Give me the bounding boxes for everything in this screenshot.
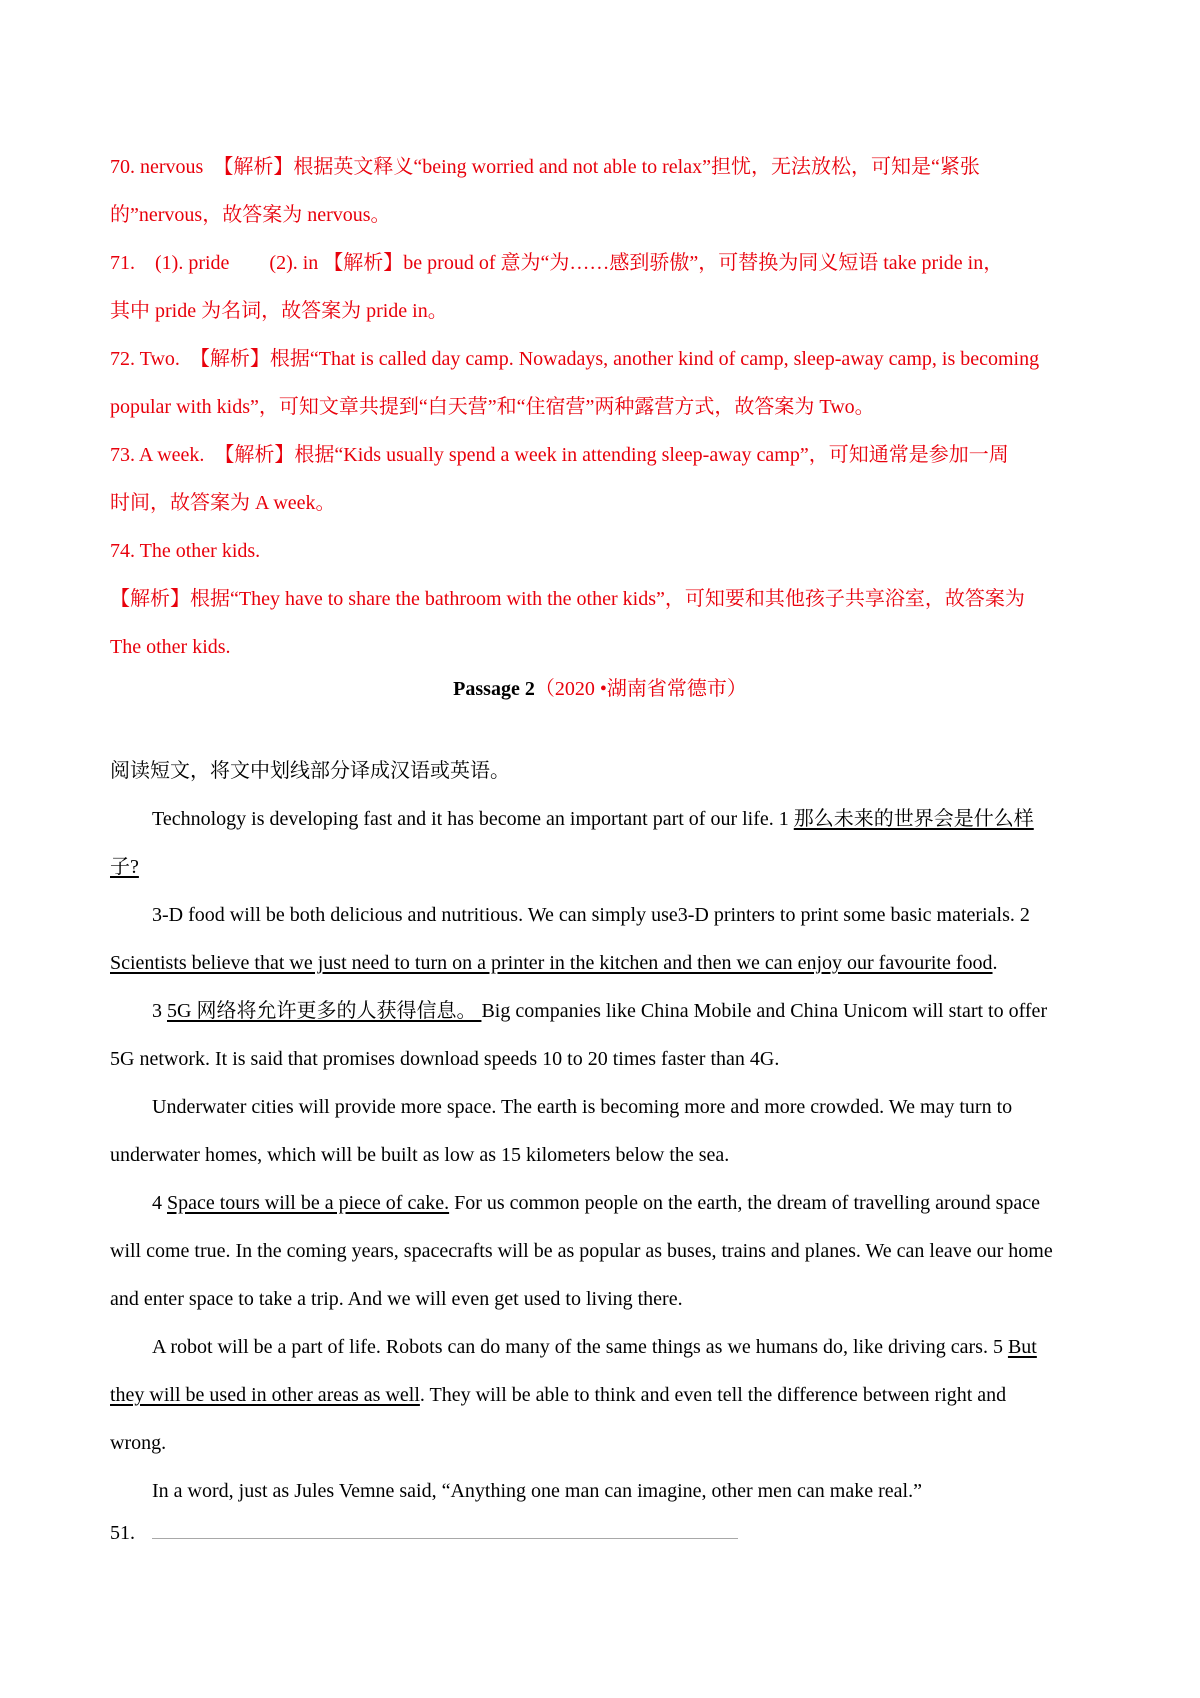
question-51-label: 51.: [110, 1522, 135, 1544]
answer-blank-51[interactable]: [152, 1538, 738, 1539]
paragraph-3-text: Big companies like China Mobile and China Unicom will start to offer: [481, 1000, 1048, 1022]
paragraph-3-line-1: [152, 998, 1047, 1024]
answer-70-line-1: 70. nervous 【解析】根据英文释义“being worried and not able to relax”担忧，无法放松，可知是“紧张: [110, 156, 980, 178]
answer-72-line-2: popular with kids”，可知文章共提到“白天营”和“住宿营”两种露营方式，故答案为 Two。: [110, 396, 875, 418]
paragraph-6-text: A robot will be a part of life. Robots can do many of the same things as we humans do, like driving cars. 5: [152, 1336, 1008, 1358]
answer-74-line-3: The other kids.: [110, 636, 231, 658]
underlined-sentence-1-end: 子?: [110, 856, 139, 878]
paragraph-5-line-3: and enter space to take a trip. And we will even get used to living there.: [110, 1288, 683, 1310]
answer-72-line-1: 72. Two. 【解析】根据“That is called day camp. Nowadays, another kind of camp, sleep-away camp, is becoming: [110, 348, 1040, 370]
passage-source: （2020 •湖南省常德市）: [534, 678, 747, 700]
underlined-sentence-3: 5G 网络将允许更多的人获得信息。: [167, 1000, 482, 1022]
paragraph-2-period: .: [992, 952, 998, 974]
paragraph-2-line-1: 3-D food will be both delicious and nutritious. We can simply use3-D printers to print some basic materials. 2: [152, 904, 1030, 926]
paragraph-7: In a word, just as Jules Vemne said, “Anything one man can imagine, other men can make real.”: [152, 1480, 922, 1502]
answer-74-line-2: 【解析】根据“They have to share the bathroom with the other kids”，可知要和其他孩子共享浴室，故答案为: [110, 588, 1025, 610]
paragraph-5-line-1: [152, 1190, 1040, 1216]
sentence-3-number: 3: [152, 1000, 167, 1022]
paragraph-4-line-2: underwater homes, which will be built as low as 15 kilometers below the sea.: [110, 1144, 730, 1166]
paragraph-2-line-2: [110, 950, 998, 976]
paragraph-5-text: For us common people on the earth, the dream of travelling around space: [449, 1192, 1041, 1214]
paragraph-6-text-end: . They will be able to think and even tell the difference between right and: [419, 1384, 1007, 1406]
passage-title: [0, 676, 1200, 702]
sentence-4-number: 4: [152, 1192, 167, 1214]
answer-70-line-2: 的”nervous，故答案为 nervous。: [110, 204, 391, 226]
answer-71-line-1: 71. (1). pride (2). in 【解析】be proud of 意为“为……感到骄傲”，可替换为同义短语 take pride in，: [110, 252, 1004, 274]
underlined-sentence-5-start: But: [1007, 1336, 1037, 1358]
paragraph-1-line-1: [152, 806, 1034, 832]
paragraph-6-line-3: wrong.: [110, 1432, 167, 1454]
answer-71-line-2: 其中 pride 为名词，故答案为 pride in。: [110, 300, 448, 322]
paragraph-6-line-1: [152, 1334, 1037, 1360]
paragraph-1-line-2: [110, 854, 139, 880]
passage-instruction: 阅读短文，将文中划线部分译成汉语或英语。: [110, 760, 510, 782]
answer-73-line-1: 73. A week. 【解析】根据“Kids usually spend a week in attending sleep-away camp”，可知通常是参加一周: [110, 444, 1009, 466]
answer-73-line-2: 时间，故答案为 A week。: [110, 492, 336, 514]
underlined-sentence-2: Scientists believe that we just need to turn on a printer in the kitchen and then we can enjoy our favourite food: [110, 952, 993, 974]
paragraph-5-line-2: will come true. In the coming years, spacecrafts will be as popular as buses, trains and planes. We can leave our home: [110, 1240, 1053, 1262]
underlined-sentence-4: Space tours will be a piece of cake.: [167, 1192, 450, 1214]
paragraph-1-text: Technology is developing fast and it has become an important part of our life. 1: [152, 808, 794, 830]
paragraph-4-line-1: Underwater cities will provide more space. The earth is becoming more and more crowded. We may turn to: [152, 1096, 1013, 1118]
paragraph-3-line-2: 5G network. It is said that promises download speeds 10 to 20 times faster than 4G.: [110, 1048, 780, 1070]
underlined-sentence-5: they will be used in other areas as well: [110, 1384, 420, 1406]
passage-title-text: Passage 2: [453, 678, 535, 700]
paragraph-6-line-2: [110, 1382, 1006, 1408]
answer-74-line-1: 74. The other kids.: [110, 540, 261, 562]
underlined-sentence-1: 那么未来的世界会是什么样: [793, 808, 1034, 830]
